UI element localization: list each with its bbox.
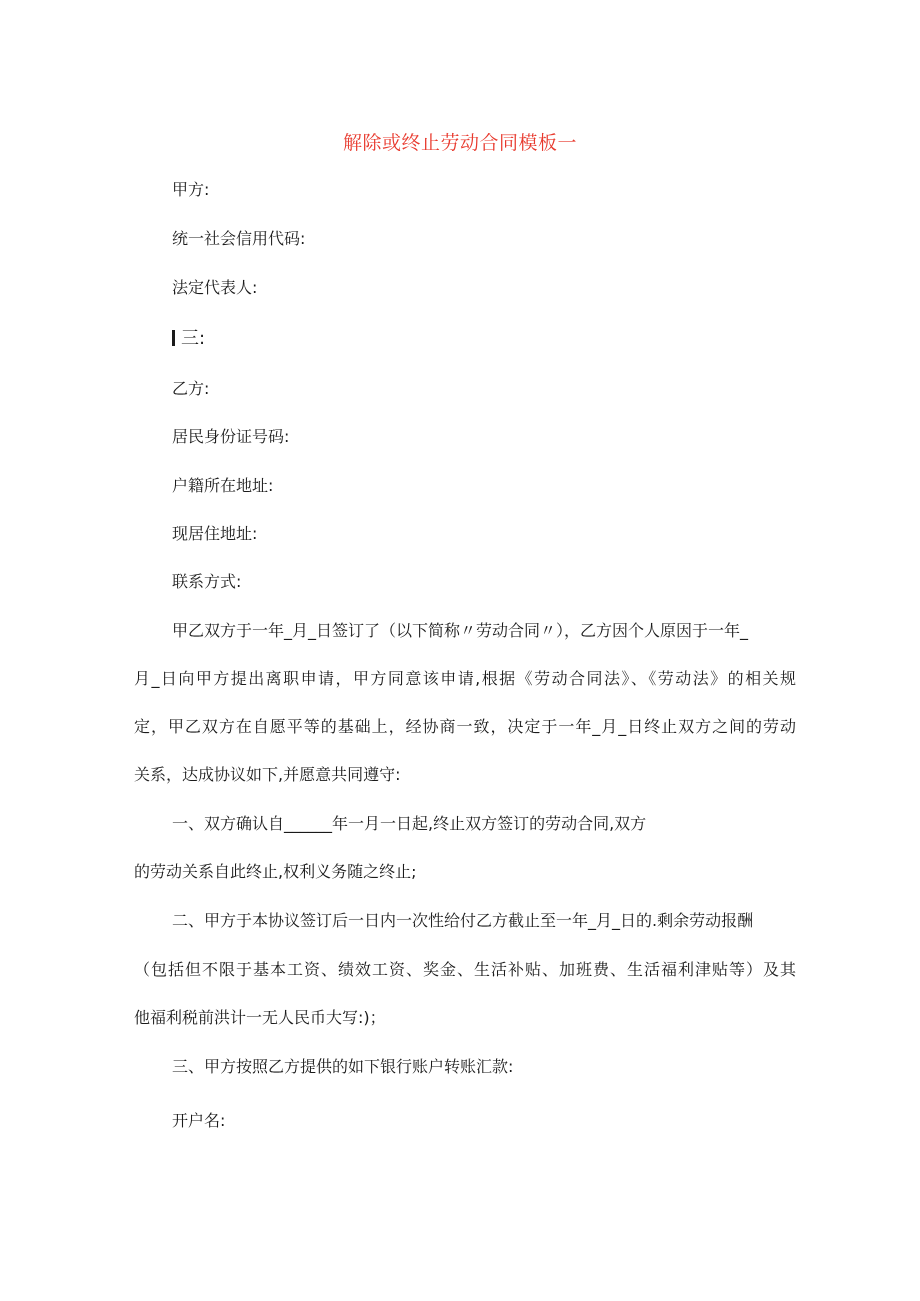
intro-line: 定，甲乙双方在自愿平等的基础上，经协商一致，决定于一年_月_日终止双方之间的劳动 [134,717,796,736]
party-b-label: 乙方: [172,379,210,398]
contact-label: 联系方式: [172,572,242,591]
household-address-label: 户籍所在地址: [172,476,274,495]
bar-line-text: 三: [181,328,206,349]
clause-2-line: 二、甲方于本协议签订后一日内一次性给付乙方截止至一年_月_日的.剩余劳动报酬 [172,911,754,930]
current-address-label: 现居住地址: [172,524,258,543]
vertical-bar-mark [172,330,175,346]
legal-rep-label: 法定代表人: [172,278,258,297]
id-number-label: 居民身份证号码: [172,427,290,446]
intro-line: 甲乙双方于一年_月_日签订了（以下简称〃劳动合同〃），乙方因个人原因于一年_ [172,621,749,640]
intro-line: 关系，达成协议如下,并愿意共同遵守: [134,765,401,784]
clause-1-line: 的劳动关系自此终止,权利义务随之终止; [134,862,417,881]
clause-3-line: 三、甲方按照乙方提供的如下银行账户转账汇款: [172,1057,514,1076]
document-title: 解除或终止劳动合同模板一 [342,132,577,154]
clause-2-line: （包括但不限于基本工资、绩效工资、奖金、生活补贴、加班费、生活福利津贴等）及其 [134,960,796,979]
account-name-label: 开户名: [172,1111,226,1130]
bar-line [172,327,205,351]
intro-line: 月_日向甲方提出离职申请，甲方同意该申请,根据《劳动合同法》、《劳动法》的相关规 [134,669,796,688]
clause-2-line: 他福利税前洪计一无人民币大写:)； [134,1008,386,1027]
clause-1-line: 一、双方确认自______年一月一日起,终止双方签订的劳动合同,双方 [172,814,647,833]
party-a-label: 甲方: [172,180,210,199]
credit-code-label: 统一社会信用代码: [172,229,306,248]
